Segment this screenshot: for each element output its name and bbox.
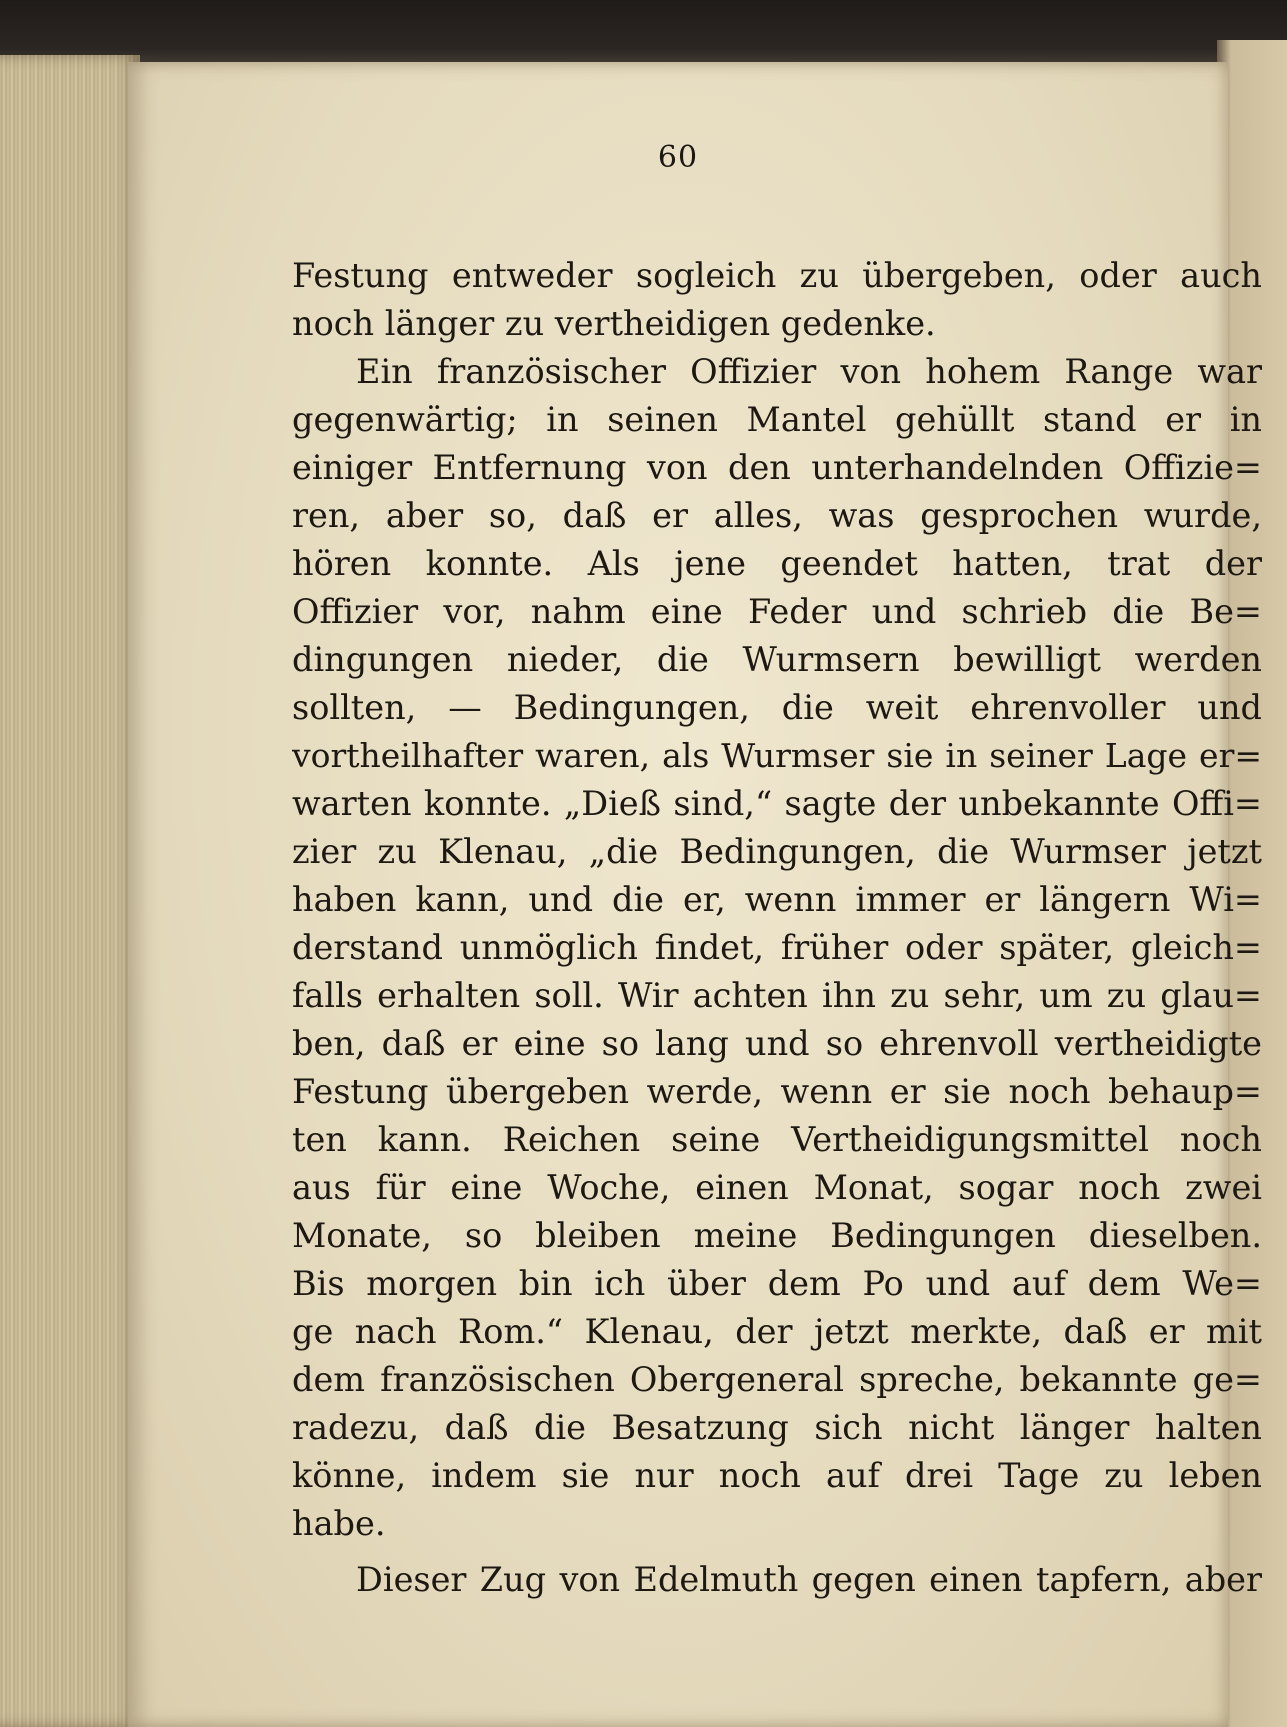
text-line: dingungen nieder, die Wurmsern bewilligt werden <box>292 640 1262 679</box>
text-line: habe. <box>292 1504 386 1543</box>
page-edges <box>0 55 140 1727</box>
text-line: haben kann, und die er, wenn immer er längern Wi= <box>292 880 1262 919</box>
text-line: noch länger zu vertheidigen gedenke. <box>292 304 936 343</box>
text-line: ben, daß er eine so lang und so ehrenvoll vertheidigte <box>292 1024 1262 1063</box>
text-line: ten kann. Reichen seine Vertheidigungsmittel noch <box>292 1120 1262 1159</box>
text-line: derstand unmöglich findet, früher oder später, gleich= <box>292 928 1262 967</box>
text-line: warten konnte. „Dieß sind,“ sagte der unbekannte Offi= <box>292 784 1262 823</box>
text-line: Monate, so bleiben meine Bedingungen dieselben. <box>292 1216 1262 1255</box>
text-line: Festung übergeben werde, wenn er sie noch behaup= <box>292 1072 1262 1111</box>
text-line: Festung entweder sogleich zu übergeben, oder auch <box>292 256 1262 295</box>
text-line: hören konnte. Als jene geendet hatten, trat der <box>292 544 1262 583</box>
paragraph-start-line: Ein französischer Offizier von hohem Range war <box>356 352 1262 391</box>
paragraph-start-line: Dieser Zug von Edelmuth gegen einen tapfern, aber <box>356 1560 1262 1599</box>
text-line: ren, aber so, daß er alles, was gesprochen wurde, <box>292 496 1262 535</box>
text-line: Offizier vor, nahm eine Feder und schrieb die Be= <box>292 592 1262 631</box>
text-line: sollten, — Bedingungen, die weit ehrenvoller und <box>292 688 1262 727</box>
text-line: dem französischen Obergeneral spreche, bekannte ge= <box>292 1360 1262 1399</box>
background-top <box>0 0 1287 70</box>
body-text <box>292 252 1262 1604</box>
page-number: 60 <box>657 140 699 175</box>
text-line: könne, indem sie nur noch auf drei Tage zu leben <box>292 1456 1262 1495</box>
text-line: vortheilhafter waren, als Wurmser sie in seiner Lage er= <box>292 736 1262 775</box>
book-page <box>128 62 1262 1727</box>
text-line: aus für eine Woche, einen Monat, sogar noch zwei <box>292 1168 1262 1207</box>
text-line: radezu, daß die Besatzung sich nicht länger halten <box>292 1408 1262 1447</box>
text-line: gegenwärtig; in seinen Mantel gehüllt stand er in <box>292 400 1262 439</box>
text-line: einiger Entfernung von den unterhandelnden Offizie= <box>292 448 1262 487</box>
text-line: zier zu Klenau, „die Bedingungen, die Wurmser jetzt <box>292 832 1262 871</box>
text-line: Bis morgen bin ich über dem Po und auf dem We= <box>292 1264 1262 1303</box>
text-line: falls erhalten soll. Wir achten ihn zu sehr, um zu glau= <box>292 976 1262 1015</box>
text-line: ge nach Rom.“ Klenau, der jetzt merkte, daß er mit <box>292 1312 1262 1351</box>
